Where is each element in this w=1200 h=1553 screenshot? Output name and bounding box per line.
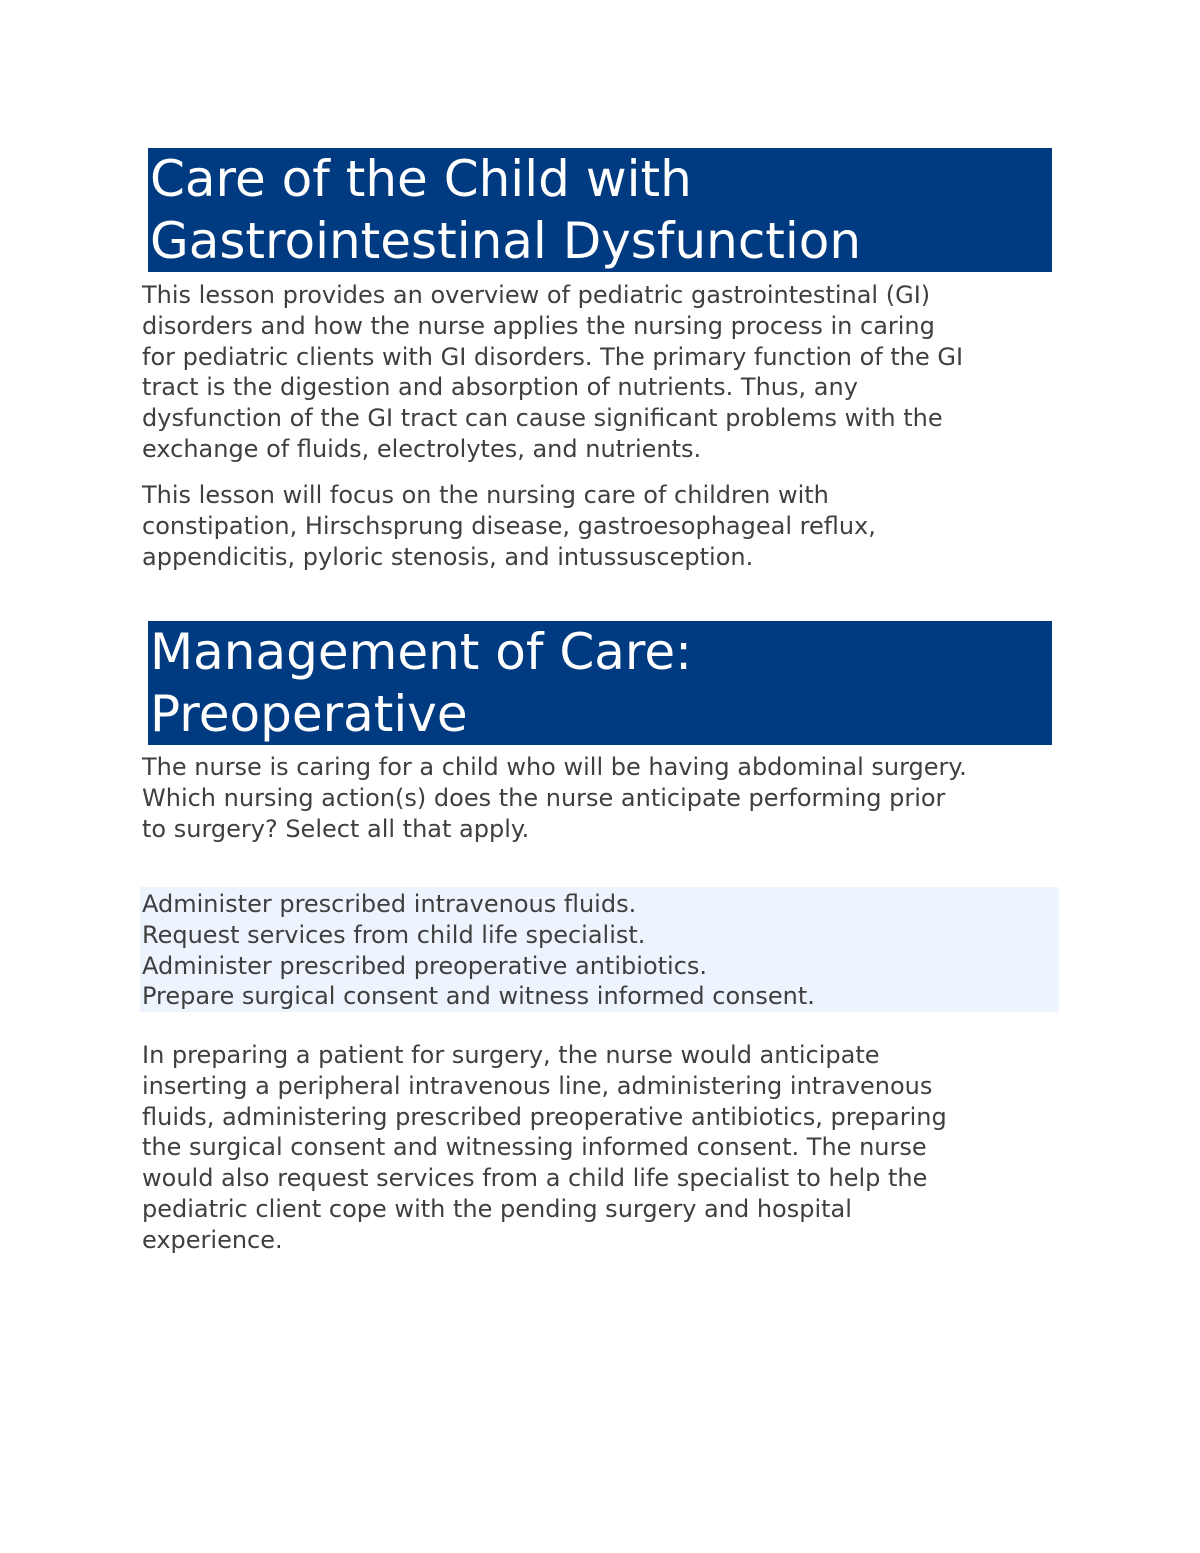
text-line: constipation, Hirschsprung disease, gastroesophageal reflux, (142, 511, 876, 540)
text-line: appendicitis, pyloric stenosis, and intussusception. (142, 542, 754, 571)
text-line: for pediatric clients with GI disorders. The primary function of the GI (142, 342, 964, 371)
text-line: This lesson provides an overview of pediatric gastrointestinal (GI) (142, 281, 931, 309)
answer-list (140, 887, 1059, 1012)
text-line: pediatric client cope with the pending surgery and hospital (142, 1194, 852, 1223)
section-heading-management-of-care (148, 621, 1052, 745)
text-line: disorders and how the nurse applies the nursing process in caring (142, 311, 935, 340)
focus-paragraph (142, 480, 1072, 572)
rationale-paragraph (142, 1040, 1072, 1256)
text-line: In preparing a patient for surgery, the nurse would anticipate (142, 1041, 880, 1069)
text-line: dysfunction of the GI tract can cause significant problems with the (142, 404, 943, 433)
text-line: tract is the digestion and absorption of nutrients. Thus, any (142, 373, 858, 402)
section-heading-gi-dysfunction (148, 148, 1052, 272)
text-line: experience. (142, 1225, 283, 1254)
intro-paragraph (142, 280, 1072, 465)
text-line: to surgery? Select all that apply. (142, 814, 530, 843)
answer-item: Prepare surgical consent and witness informed consent. (142, 982, 815, 1011)
heading-line: Preoperative (150, 685, 468, 743)
heading-line: Management of Care: (150, 623, 692, 681)
heading-line: Care of the Child with (150, 150, 692, 208)
text-line: inserting a peripheral intravenous line, administering intravenous (142, 1071, 933, 1100)
text-line: This lesson will focus on the nursing care of children with (142, 481, 829, 509)
text-line: Which nursing action(s) does the nurse anticipate performing prior (142, 783, 946, 812)
text-line: The nurse is caring for a child who will be having abdominal surgery. (142, 753, 967, 781)
answer-item: Request services from child life specialist. (142, 920, 646, 949)
answer-item: Administer prescribed preoperative antibiotics. (142, 951, 708, 980)
text-line: would also request services from a child life specialist to help the (142, 1164, 928, 1193)
text-line: exchange of fluids, electrolytes, and nutrients. (142, 434, 702, 463)
question-text (142, 752, 1072, 844)
answer-item: Administer prescribed intravenous fluids. (142, 890, 637, 918)
text-line: the surgical consent and witnessing informed consent. The nurse (142, 1133, 927, 1162)
heading-line: Gastrointestinal Dysfunction (150, 212, 862, 270)
text-line: fluids, administering prescribed preoperative antibiotics, preparing (142, 1102, 947, 1131)
